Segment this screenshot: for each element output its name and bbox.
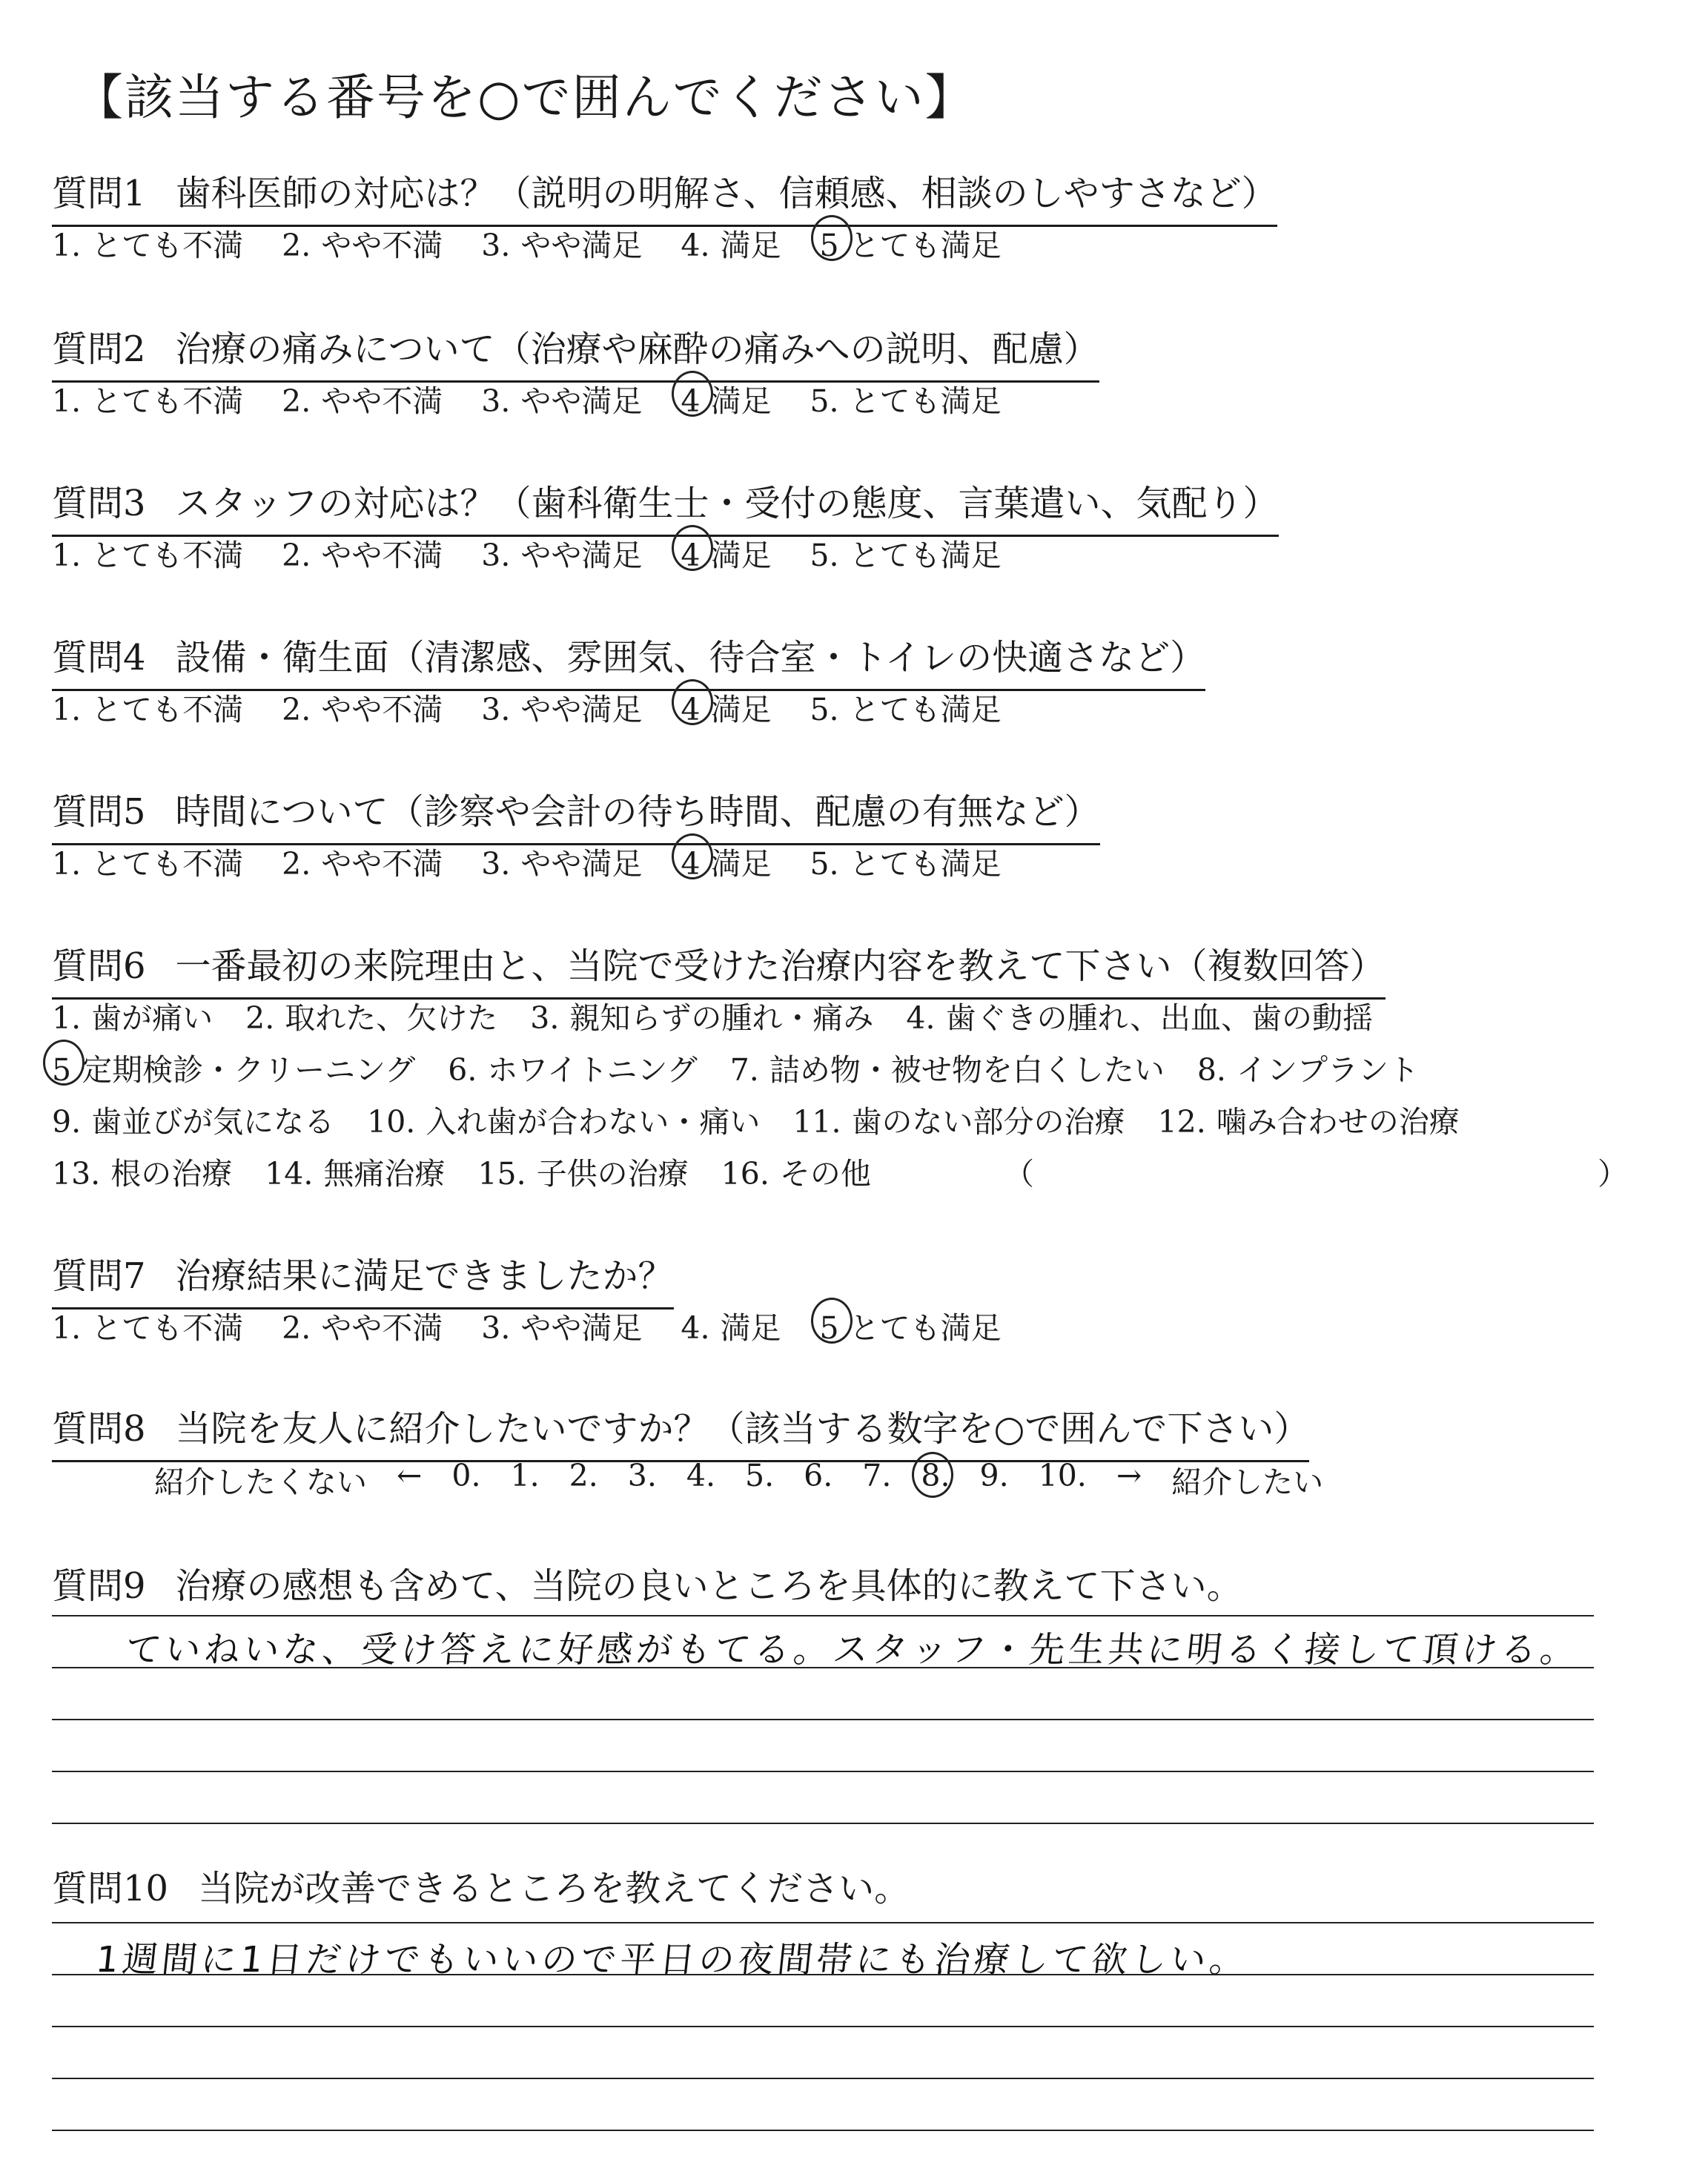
question-4-options bbox=[52, 685, 1002, 729]
question-text: 設備・衛生面（清潔感、雰囲気、待合室・トイレの快適さなど） bbox=[175, 637, 1206, 678]
answer-line bbox=[52, 1771, 1594, 1772]
question-text: スタッフの対応は？（歯科衛生士・受付の態度、言葉遣い、気配り） bbox=[175, 483, 1279, 524]
option-1[interactable]: 1. とても不満 bbox=[52, 228, 244, 263]
question-6-options-row-1 bbox=[52, 994, 1373, 1037]
q10-handwritten-answer[interactable]: 1週間に1日だけでもいいので平日の夜間帯にも治療して欲しい。 bbox=[93, 1939, 1251, 1981]
question-number: 質問5 bbox=[52, 791, 146, 833]
scale-left-label: 紹介したくない bbox=[154, 1464, 367, 1500]
option-3[interactable]: 3. 親知らずの腫れ・痛み bbox=[530, 1000, 874, 1036]
option-16[interactable]: 16. その他 bbox=[721, 1156, 871, 1192]
option-9[interactable]: 9. 歯並びが気になる bbox=[52, 1104, 335, 1140]
question-2-options bbox=[52, 377, 1002, 420]
option-11[interactable]: 11. 歯のない部分の治療 bbox=[792, 1104, 1125, 1140]
scale-right-label: 紹介したい bbox=[1171, 1464, 1324, 1500]
question-number: 質問2 bbox=[52, 328, 146, 370]
option-13[interactable]: 13. 根の治療 bbox=[52, 1156, 233, 1192]
answer-line bbox=[52, 1922, 1594, 1923]
other-open-paren: （ bbox=[1004, 1156, 1034, 1192]
question-text: 当院が改善できるところを教えてください。 bbox=[198, 1868, 910, 1909]
question-5-title bbox=[52, 783, 1100, 845]
question-3-title bbox=[52, 475, 1279, 537]
option-2[interactable]: 2. やや不満 bbox=[282, 538, 443, 573]
option-5[interactable]: 5. とても満足 bbox=[810, 846, 1002, 882]
option-2[interactable]: 2. やや不満 bbox=[282, 383, 443, 419]
question-6-options-row-2 bbox=[52, 1046, 1419, 1089]
question-5-options bbox=[52, 839, 1002, 883]
question-text: 治療の痛みについて（治療や麻酔の痛みへの説明、配慮） bbox=[175, 328, 1099, 370]
question-7-options bbox=[52, 1304, 1002, 1347]
question-number: 質問6 bbox=[52, 945, 146, 987]
question-text: 当院を友人に紹介したいですか？（該当する数字を○で囲んで下さい） bbox=[175, 1408, 1310, 1450]
scale-7[interactable]: 7. bbox=[862, 1458, 892, 1493]
option-10[interactable]: 10. 入れ歯が合わない・痛い bbox=[367, 1104, 761, 1140]
scale-6[interactable]: 6. bbox=[804, 1458, 833, 1493]
question-1-options bbox=[52, 221, 1002, 265]
option-2[interactable]: 2. やや不満 bbox=[282, 846, 443, 882]
option-3[interactable]: 3. やや満足 bbox=[481, 228, 643, 263]
scale-9[interactable]: 9. bbox=[979, 1458, 1009, 1493]
question-6-options-row-3 bbox=[52, 1097, 1460, 1141]
option-5[interactable]: 5. とても満足 bbox=[810, 692, 1002, 727]
question-6-title bbox=[52, 937, 1386, 1000]
question-number: 質問8 bbox=[52, 1408, 146, 1450]
option-1[interactable]: 1. とても不満 bbox=[52, 692, 244, 727]
question-9-title bbox=[52, 1557, 1242, 1617]
question-number: 質問3 bbox=[52, 483, 146, 524]
option-3[interactable]: 3. やや満足 bbox=[481, 383, 643, 419]
option-1[interactable]: 1. とても不満 bbox=[52, 383, 244, 419]
option-4-circled[interactable]: 4 満足 bbox=[681, 685, 771, 729]
option-5-circled[interactable]: 5 とても満足 bbox=[820, 221, 1002, 265]
question-text: 治療結果に満足できましたか？ bbox=[175, 1255, 674, 1297]
option-1[interactable]: 1. とても不満 bbox=[52, 846, 244, 882]
option-4-circled[interactable]: 4 満足 bbox=[681, 377, 771, 420]
option-1[interactable]: 1. とても不満 bbox=[52, 1310, 244, 1346]
question-8-title bbox=[52, 1400, 1309, 1462]
question-number: 質問9 bbox=[52, 1565, 146, 1607]
answer-line bbox=[52, 1667, 1594, 1668]
option-3[interactable]: 3. やや満足 bbox=[481, 538, 643, 573]
option-1[interactable]: 1. 歯が痛い bbox=[52, 1000, 214, 1036]
option-5[interactable]: 5. とても満足 bbox=[810, 383, 1002, 419]
question-3-options bbox=[52, 531, 1002, 575]
other-close-paren: ） bbox=[1598, 1156, 1628, 1192]
answer-line bbox=[52, 1719, 1594, 1720]
option-2[interactable]: 2. やや不満 bbox=[282, 1310, 443, 1346]
scale-4[interactable]: 4. bbox=[686, 1458, 715, 1493]
answer-line bbox=[52, 1615, 1594, 1616]
answer-line bbox=[52, 2026, 1594, 2027]
option-5-circled[interactable]: 5 定期検診・クリーニング bbox=[52, 1046, 415, 1089]
answer-line bbox=[52, 2130, 1594, 2131]
option-3[interactable]: 3. やや満足 bbox=[481, 1310, 643, 1346]
question-number: 質問7 bbox=[52, 1255, 146, 1297]
question-10-title bbox=[52, 1860, 910, 1920]
scale-3[interactable]: 3. bbox=[627, 1458, 657, 1493]
question-4-title bbox=[52, 629, 1205, 691]
scale-0[interactable]: 0. bbox=[451, 1458, 481, 1493]
option-8[interactable]: 8. インプラント bbox=[1196, 1052, 1419, 1088]
option-4-circled[interactable]: 4 満足 bbox=[681, 839, 771, 883]
question-2-title bbox=[52, 320, 1099, 383]
question-1-title bbox=[52, 165, 1277, 227]
left-arrow: ← bbox=[397, 1458, 423, 1493]
scale-8-circled[interactable]: 8. bbox=[921, 1458, 950, 1502]
option-2[interactable]: 2. やや不満 bbox=[282, 692, 443, 727]
answer-line bbox=[52, 1974, 1594, 1975]
option-4[interactable]: 4. 満足 bbox=[681, 1310, 781, 1346]
option-1[interactable]: 1. とても不満 bbox=[52, 538, 244, 573]
option-4[interactable]: 4. 歯ぐきの腫れ、出血、歯の動揺 bbox=[906, 1000, 1373, 1036]
option-7[interactable]: 7. 詰め物・被せ物を白くしたい bbox=[729, 1052, 1165, 1088]
recommendation-scale bbox=[154, 1458, 1323, 1502]
scale-10[interactable]: 10. bbox=[1038, 1458, 1087, 1493]
question-text: 一番最初の来院理由と、当院で受けた治療内容を教えて下さい（複数回答） bbox=[175, 945, 1386, 987]
option-4[interactable]: 4. 満足 bbox=[681, 228, 781, 263]
option-14[interactable]: 14. 無痛治療 bbox=[265, 1156, 446, 1192]
option-3[interactable]: 3. やや満足 bbox=[481, 692, 643, 727]
right-arrow: → bbox=[1116, 1458, 1142, 1493]
question-text: 歯科医師の対応は？（説明の明解さ、信頼感、相談のしやすさなど） bbox=[175, 173, 1277, 214]
answer-line bbox=[52, 1823, 1594, 1824]
option-5-circled[interactable]: 5 とても満足 bbox=[820, 1304, 1002, 1347]
instruction-header: 【該当する番号を○で囲んでください】 bbox=[74, 69, 976, 126]
option-6[interactable]: 6. ホワイトニング bbox=[448, 1052, 698, 1088]
question-7-title bbox=[52, 1247, 674, 1309]
option-2[interactable]: 2. やや不満 bbox=[282, 228, 443, 263]
question-text: 時間について（診察や会計の待ち時間、配慮の有無など） bbox=[175, 791, 1100, 833]
question-text: 治療の感想も含めて、当院の良いところを具体的に教えて下さい。 bbox=[175, 1565, 1242, 1607]
option-4-circled[interactable]: 4 満足 bbox=[681, 531, 771, 575]
answer-line bbox=[52, 2078, 1594, 2079]
option-2[interactable]: 2. 取れた、欠けた bbox=[245, 1000, 498, 1036]
question-number: 質問10 bbox=[52, 1868, 169, 1909]
q9-handwritten-answer[interactable]: ていねいな、受け答えに好感がもてる。スタッフ・先生共に明るく接して頂ける。 bbox=[123, 1629, 1582, 1671]
option-3[interactable]: 3. やや満足 bbox=[481, 846, 643, 882]
option-5[interactable]: 5. とても満足 bbox=[810, 538, 1002, 573]
scale-1[interactable]: 1. bbox=[510, 1458, 540, 1493]
question-number: 質問1 bbox=[52, 173, 146, 214]
scale-2[interactable]: 2. bbox=[569, 1458, 598, 1493]
option-15[interactable]: 15. 子供の治療 bbox=[477, 1156, 689, 1192]
question-number: 質問4 bbox=[52, 637, 146, 678]
scale-5[interactable]: 5. bbox=[744, 1458, 775, 1493]
option-12[interactable]: 12. 噛み合わせの治療 bbox=[1157, 1104, 1460, 1140]
question-6-options-row-4 bbox=[52, 1149, 871, 1193]
